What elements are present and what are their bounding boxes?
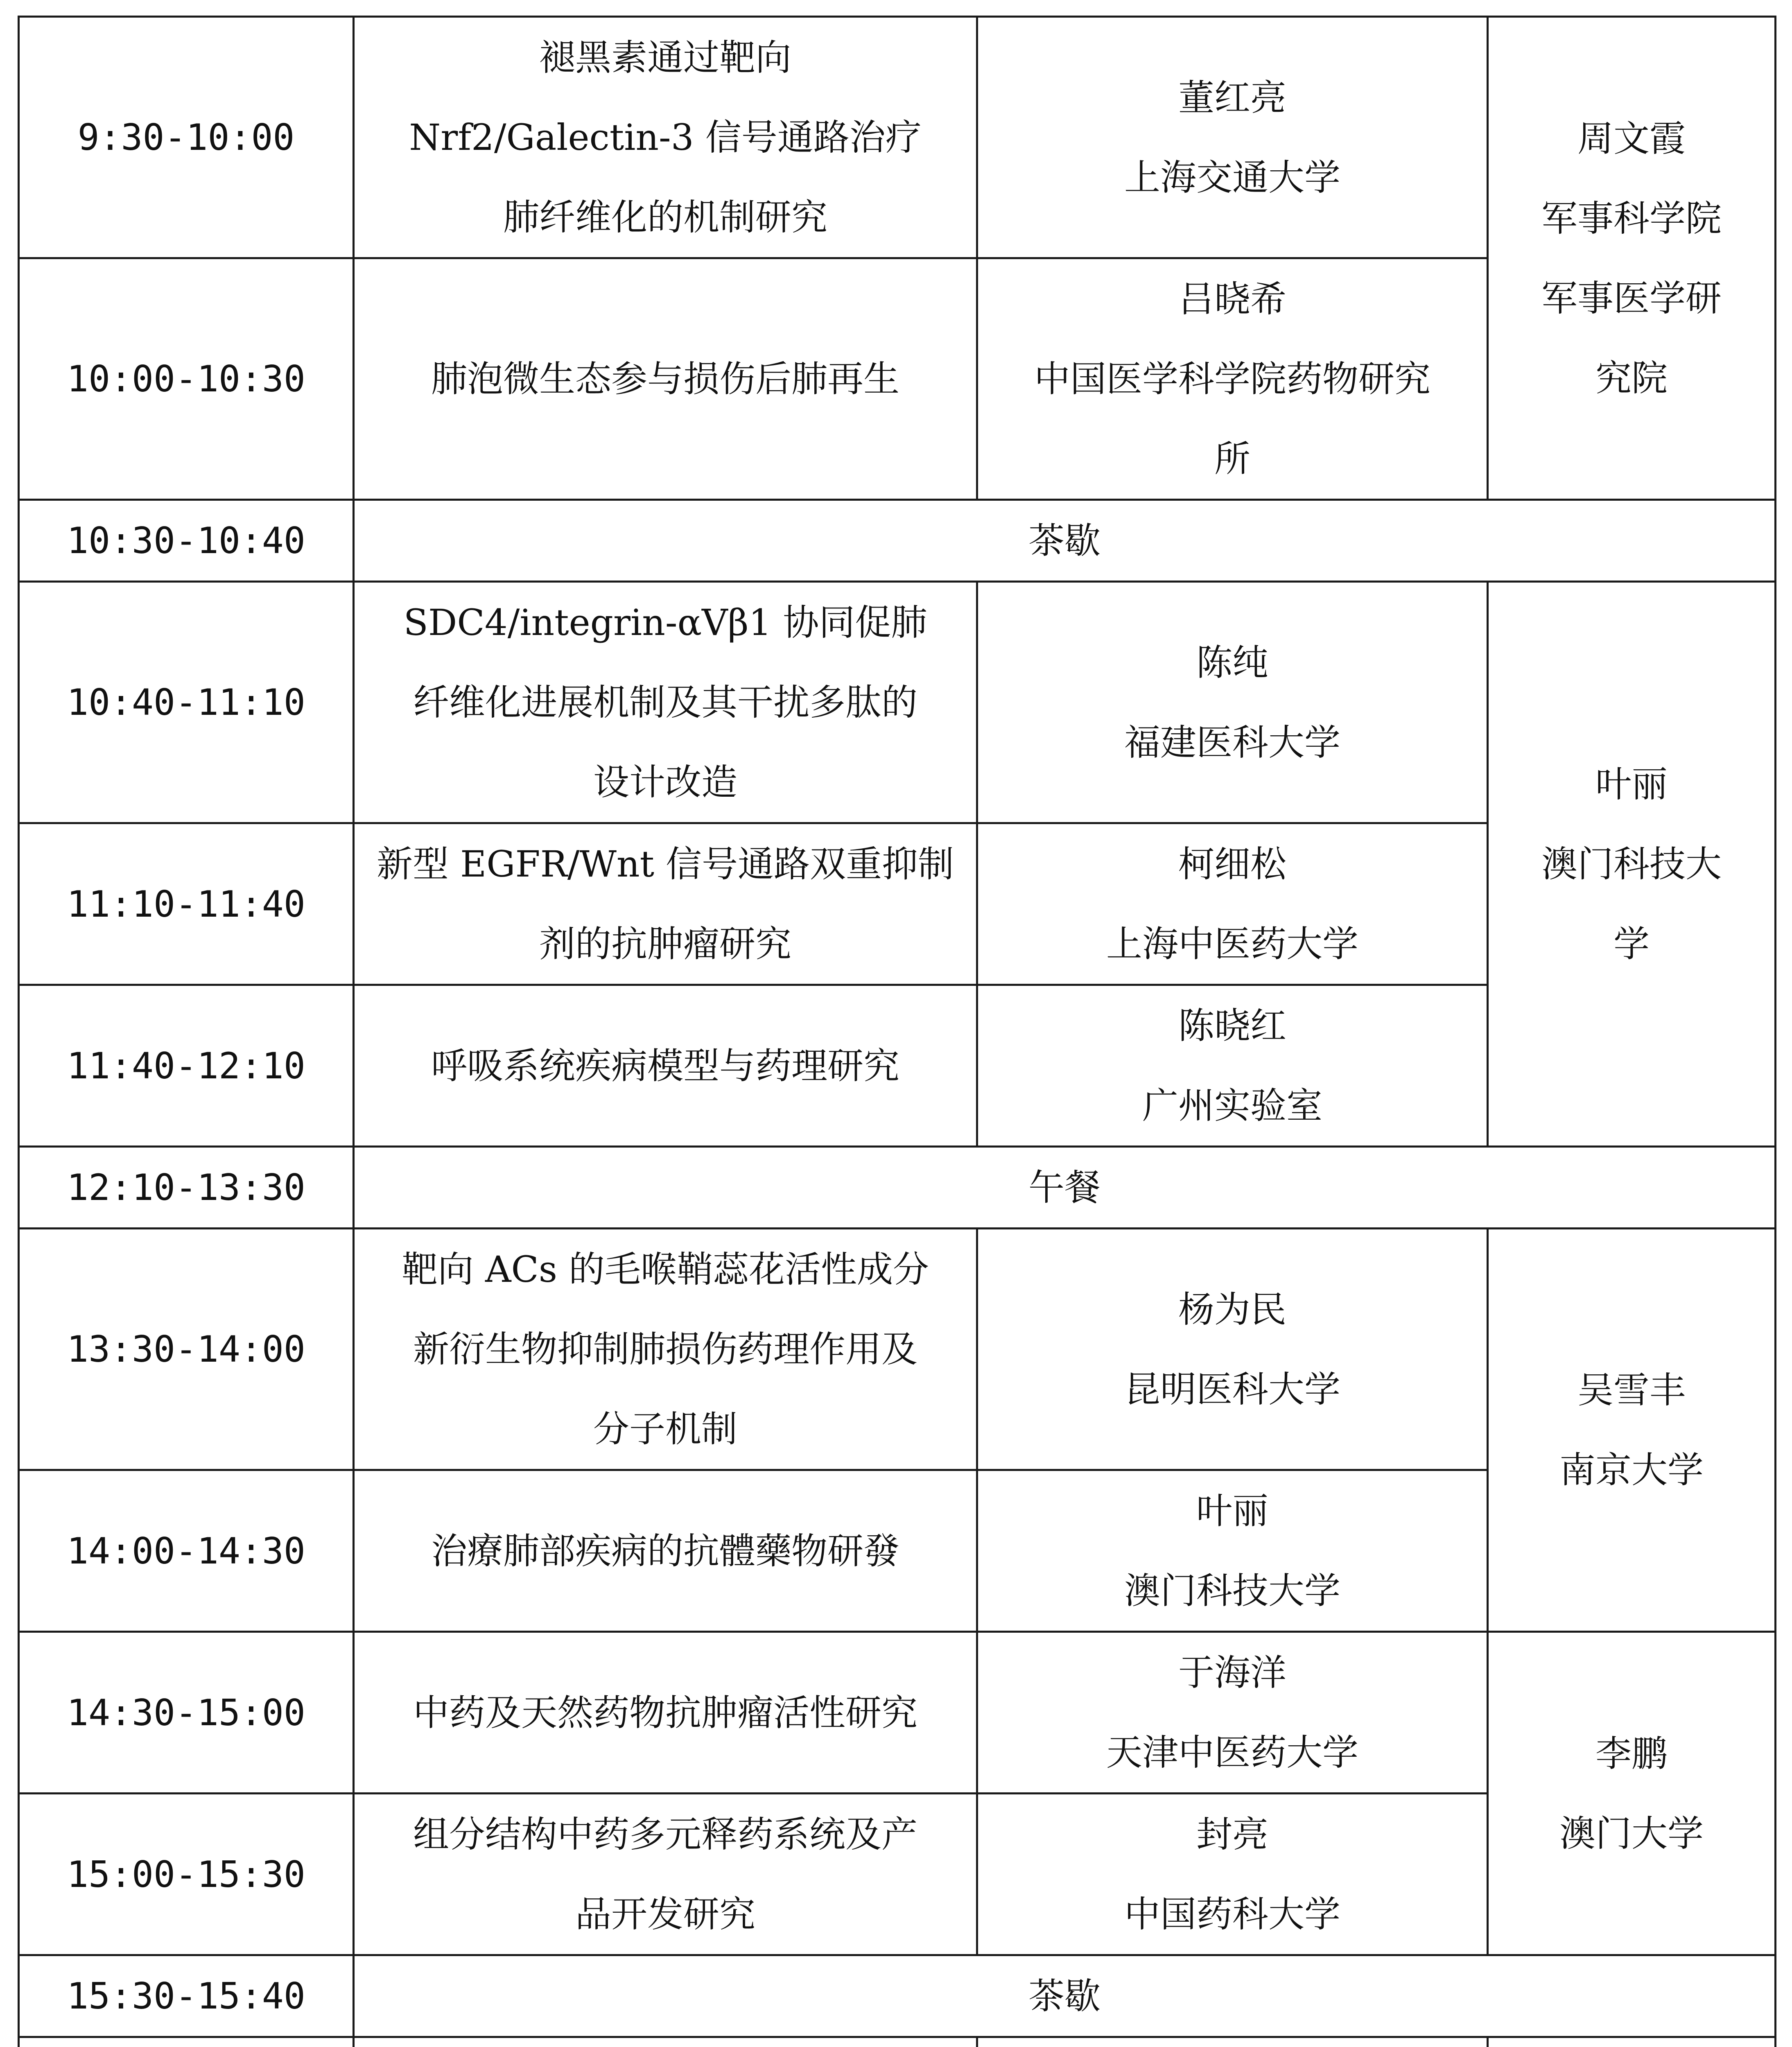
chair-cell: [1488, 2037, 1776, 2047]
chair-line: 澳门大学: [1559, 1812, 1704, 1855]
time-cell: [19, 2037, 354, 2047]
topic-line: 设计改造: [593, 761, 737, 803]
time-cell: 13:30-14:00: [19, 1229, 354, 1470]
chair-line: 究院: [1595, 357, 1668, 399]
topic-line: 品开发研究: [575, 1893, 755, 1935]
topic-line: 中药及天然药物抗肿瘤活性研究: [413, 1691, 917, 1734]
speaker-affiliation: 上海交通大学: [1124, 156, 1340, 199]
topic-line: 新型 EGFR/Wnt 信号通路双重抑制: [377, 843, 954, 885]
break-row: [19, 1147, 1776, 1229]
speaker-cell: [977, 1794, 1488, 1955]
topic-cell: [354, 582, 977, 823]
speaker-name: 杨为民: [1178, 1288, 1286, 1331]
speaker-name: 陈晓红: [1178, 1005, 1286, 1047]
speaker-cell: [977, 1470, 1488, 1632]
topic-line: 肺泡微生态参与损伤后肺再生: [431, 358, 899, 400]
topic-line: 纤维化进展机制及其干扰多肽的: [413, 681, 917, 723]
chair-line: 南京大学: [1559, 1449, 1704, 1491]
time-cell: 14:30-15:00: [19, 1632, 354, 1794]
speaker-affiliation: 所: [1214, 438, 1250, 480]
schedule-table: [18, 16, 1776, 2047]
speaker-affiliation: 中国药科大学: [1124, 1893, 1340, 1935]
schedule-row: [19, 2037, 1776, 2047]
topic-line: 组分结构中药多元释药系统及产: [413, 1813, 917, 1855]
topic-line: Nrf2/Galectin-3 信号通路治疗: [409, 116, 922, 158]
time-cell: 11:40-12:10: [19, 985, 354, 1147]
chair-line: 学: [1613, 923, 1650, 965]
chair-line: 吴雪丰: [1577, 1369, 1686, 1411]
topic-cell: [354, 1794, 977, 1955]
chair-line: 周文霞: [1577, 117, 1686, 160]
speaker-cell: [977, 823, 1488, 985]
chair-line: 军事科学院: [1541, 197, 1722, 239]
topic-cell: [354, 2037, 977, 2047]
topic-line: 剂的抗肿瘤研究: [539, 923, 791, 965]
time-cell: 10:30-10:40: [19, 500, 354, 582]
speaker-affiliation: 福建医科大学: [1124, 721, 1340, 764]
speaker-cell: [977, 2037, 1488, 2047]
speaker-name: [990, 2038, 1474, 2047]
speaker-name: 叶丽: [1196, 1490, 1268, 1532]
topic-cell: [354, 1229, 977, 1470]
speaker-name: 柯细松: [1178, 843, 1286, 885]
speaker-affiliation: 天津中医药大学: [1106, 1731, 1358, 1774]
time-cell: 15:30-15:40: [19, 1955, 354, 2037]
break-row: [19, 1955, 1776, 2037]
topic-cell: [354, 258, 977, 500]
schedule-row: [19, 1632, 1776, 1794]
speaker-affiliation: 上海中医药大学: [1106, 923, 1358, 965]
schedule-row: [19, 1229, 1776, 1470]
chair-cell: [1488, 17, 1776, 500]
speaker-cell: [977, 17, 1488, 258]
chair-cell: [1488, 1229, 1776, 1632]
speaker-cell: [977, 582, 1488, 823]
speaker-name: 于海洋: [1178, 1652, 1286, 1694]
break-row: [19, 500, 1776, 582]
topic-line: 新衍生物抑制肺损伤药理作用及: [413, 1328, 917, 1370]
speaker-cell: [977, 985, 1488, 1147]
time-cell: 11:10-11:40: [19, 823, 354, 985]
time-cell: 14:00-14:30: [19, 1470, 354, 1632]
time-cell: 15:00-15:30: [19, 1794, 354, 1955]
chair-line: 澳门科技大: [1541, 843, 1722, 885]
time-cell: 10:40-11:10: [19, 582, 354, 823]
chair-line: 军事医学研: [1541, 277, 1722, 319]
speaker-name: 董红亮: [1178, 76, 1286, 119]
topic-line: SDC4/integrin-αVβ1 协同促肺: [403, 601, 927, 644]
schedule-row: [19, 582, 1776, 823]
topic-cell: [354, 1632, 977, 1794]
topic-line: 治療肺部疾病的抗體藥物研發: [431, 1530, 899, 1572]
topic-line: 褪黑素通过靶向: [539, 36, 791, 79]
topic-line: 呼吸系统疾病模型与药理研究: [431, 1044, 899, 1087]
schedule-row: [19, 17, 1776, 258]
topic-line: 肺纤维化的机制研究: [503, 196, 827, 238]
chair-line: 叶丽: [1595, 763, 1668, 805]
speaker-affiliation: 昆明医科大学: [1124, 1368, 1340, 1410]
chair-cell: [1488, 582, 1776, 1147]
speaker-cell: [977, 258, 1488, 500]
topic-cell: [354, 1470, 977, 1632]
chair-cell: [1488, 1632, 1776, 1955]
topic-cell: [354, 985, 977, 1147]
topic-cell: [354, 823, 977, 985]
time-cell: 10:00-10:30: [19, 258, 354, 500]
speaker-cell: [977, 1632, 1488, 1794]
speaker-affiliation: 中国医学科学院药物研究: [1034, 358, 1430, 400]
break-cell: 茶歇: [354, 500, 1776, 582]
speaker-name: 陈纯: [1196, 641, 1268, 684]
time-cell: 12:10-13:30: [19, 1147, 354, 1229]
topic-line: 靶向 ACs 的毛喉鞘蕊花活性成分: [402, 1248, 929, 1290]
speaker-cell: [977, 1229, 1488, 1470]
speaker-affiliation: 澳门科技大学: [1124, 1570, 1340, 1612]
break-cell: 茶歇: [354, 1955, 1776, 2037]
break-cell: 午餐: [354, 1147, 1776, 1229]
speaker-affiliation: 广州实验室: [1142, 1085, 1322, 1127]
topic-line: 分子机制: [593, 1408, 737, 1450]
speaker-name: 吕晓希: [1178, 278, 1286, 320]
time-cell: 9:30-10:00: [19, 17, 354, 258]
topic-cell: [354, 17, 977, 258]
chair-line: 李鹏: [1595, 1732, 1668, 1775]
speaker-name: 封亮: [1196, 1813, 1268, 1855]
